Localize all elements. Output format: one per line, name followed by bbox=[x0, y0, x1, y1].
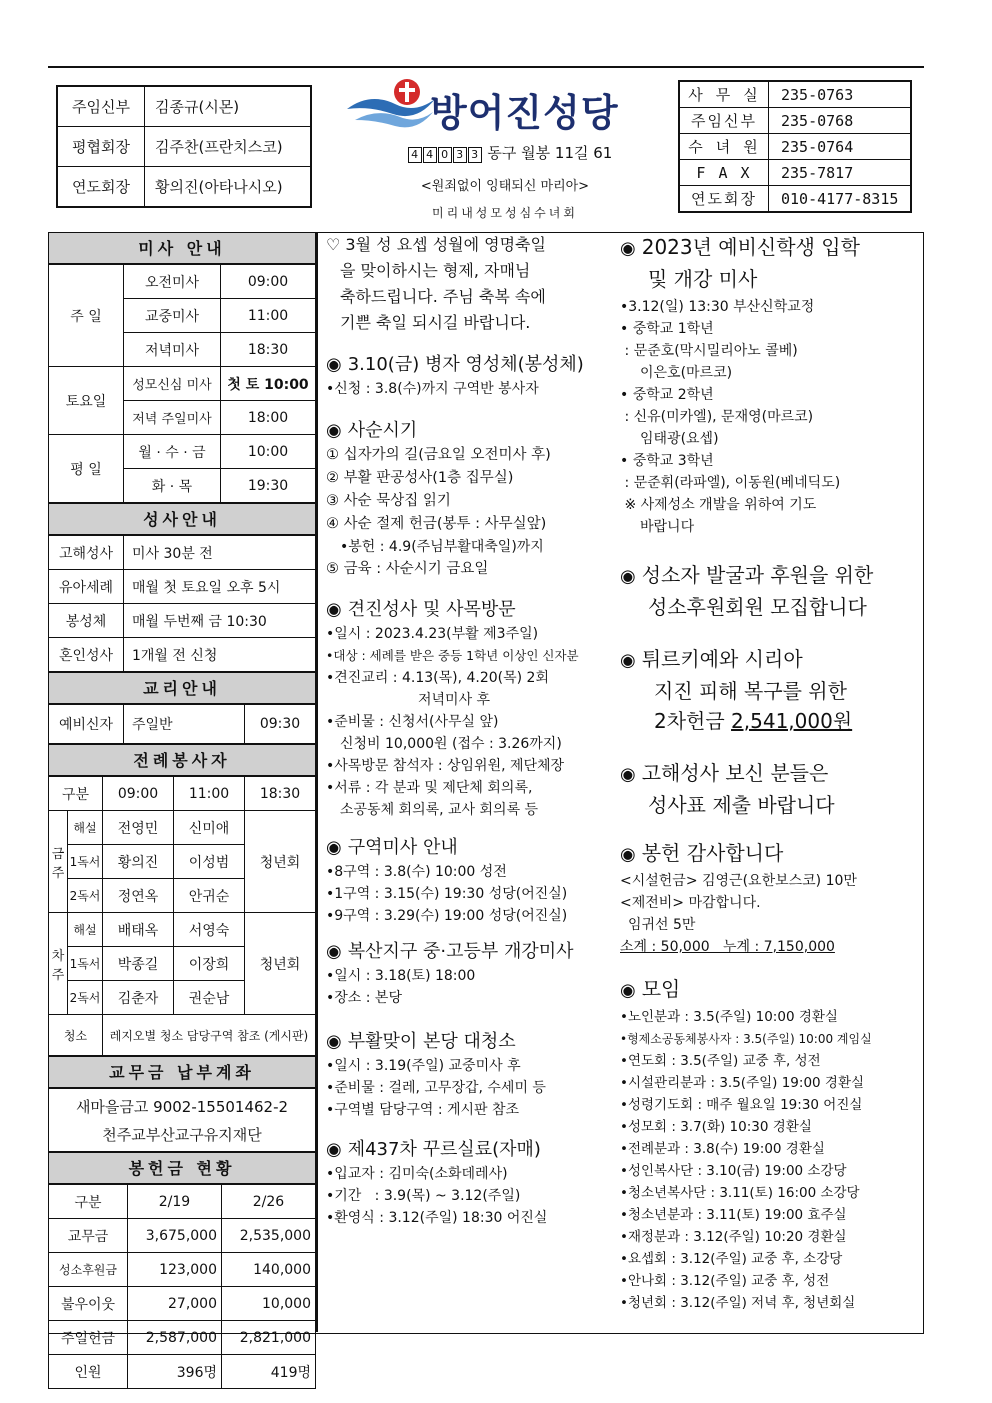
mass-time: 첫 토 10:00 bbox=[221, 367, 316, 401]
sacrament-info: 미사 30분 전 bbox=[124, 536, 316, 570]
mass-name: 오전미사 bbox=[124, 265, 221, 299]
notice-line: •일시 : 3.19(주일) 교중미사 후 bbox=[326, 1058, 521, 1074]
notice-line: <시설헌금> 김영근(요한보스코) 10만 bbox=[620, 873, 857, 889]
bullet-icon: ◉ bbox=[326, 599, 342, 620]
sacrament-info: 1개월 전 신청 bbox=[124, 638, 316, 672]
officer-name: 김주찬(프란치스코) bbox=[145, 127, 312, 167]
meeting-line: •형제소공동체봉사자 : 3.5(주일) 10:00 계임실 bbox=[620, 1032, 872, 1046]
sacrament-header: 성사안내 bbox=[48, 503, 316, 535]
mass-header: 미사 안내 bbox=[48, 232, 316, 264]
liturgy-person: 김춘자 bbox=[103, 981, 174, 1015]
section-heading: ◉ 사순시기 bbox=[326, 420, 418, 441]
notice-line: •환영식 : 3.12(주일) 18:30 어진실 bbox=[326, 1210, 548, 1226]
contact-label: 수 녀 원 bbox=[679, 134, 769, 160]
doctrine-header: 교리안내 bbox=[48, 672, 316, 704]
offering-col-header: 2/26 bbox=[222, 1185, 316, 1219]
notice-line: : 문준휘(라파엘), 이동원(베네딕도) bbox=[620, 475, 841, 491]
greeting-line: ♡ 3월 성 요셉 성월에 영명축일 bbox=[326, 235, 546, 254]
section-heading: ◉ 복산지구 중·고등부 개강미사 bbox=[326, 941, 574, 962]
section-heading-cont: 및 개강 미사 bbox=[648, 267, 758, 291]
liturgy-person: 이장희 bbox=[173, 947, 244, 981]
section-heading: ◉ 봉헌 감사합니다 bbox=[620, 841, 784, 865]
offering-item: 주일헌금 bbox=[49, 1321, 128, 1355]
notice-line: •입교자 : 김미숙(소화데레사) bbox=[326, 1166, 508, 1182]
sacrament-info: 매월 두번째 금 10:30 bbox=[124, 604, 316, 638]
zip-digit: 4 bbox=[423, 147, 437, 163]
zip-digit: 4 bbox=[408, 147, 422, 163]
notice-line: 이은호(마르코) bbox=[640, 365, 733, 381]
meeting-line: •연도회 : 3.5(주일) 교중 후, 성전 bbox=[620, 1053, 821, 1069]
notice-line: 소공동체 회의록, 교사 회의록 등 bbox=[340, 802, 539, 818]
liturgy-col-header: 11:00 bbox=[173, 777, 244, 811]
bullet-icon: ◉ bbox=[326, 1031, 342, 1052]
meeting-line: •안나회 : 3.12(주일) 교중 후, 성전 bbox=[620, 1273, 830, 1289]
weekday-label: 평 일 bbox=[49, 435, 124, 503]
section-heading-cont: 성사표 제출 바랍니다 bbox=[648, 793, 835, 817]
bullet-icon: ◉ bbox=[620, 566, 636, 587]
church-name: 방어진성당 bbox=[430, 91, 619, 135]
mass-name: 저녁미사 bbox=[124, 333, 221, 367]
notice-line: •준비물 : 신청서(사무실 앞) bbox=[326, 714, 499, 730]
bullet-icon: ◉ bbox=[326, 837, 342, 858]
offering-col-header: 구분 bbox=[49, 1185, 128, 1219]
liturgy-evening: 청년회 bbox=[245, 811, 316, 913]
notice-line: •대상 : 세례를 받은 중등 1학년 이상인 신자분 bbox=[326, 648, 579, 663]
notice-line: •견진교리 : 4.13(목), 4.20(목) 2회 bbox=[326, 670, 549, 686]
sacrament-name: 유아세례 bbox=[49, 570, 124, 604]
greeting-line: 을 맞이하시는 형제, 자매님 bbox=[340, 261, 531, 280]
notice-line: •구역별 담당구역 : 게시판 참조 bbox=[326, 1102, 520, 1118]
notice-line: • 중학교 1학년 bbox=[620, 321, 714, 337]
doctrine-table bbox=[48, 704, 316, 744]
saturday-label: 토요일 bbox=[49, 367, 124, 435]
section-heading: ◉ 부활맞이 본당 대청소 bbox=[326, 1031, 516, 1052]
liturgy-person: 안귀순 bbox=[173, 879, 244, 913]
convent-name: 미리내성모성심수녀회 bbox=[432, 206, 578, 220]
meeting-line: •전례분과 : 3.8(수) 19:00 경환실 bbox=[620, 1141, 825, 1157]
address-text: 동구 월봉 11길 61 bbox=[487, 144, 613, 162]
address-line bbox=[360, 142, 660, 163]
section-heading-cont: 성소후원회원 모집합니다 bbox=[648, 595, 867, 619]
offering-value: 2,821,000 bbox=[222, 1321, 316, 1355]
zip-digit: 3 bbox=[453, 147, 467, 163]
notice-line: 바랍니다 bbox=[640, 519, 695, 535]
offering-value: 10,000 bbox=[222, 1287, 316, 1321]
greeting-line: 축하드립니다. 주님 축복 속에 bbox=[340, 287, 546, 306]
liturgy-role: 2독서 bbox=[68, 981, 103, 1015]
liturgy-group-label: 차주 bbox=[49, 913, 68, 1015]
liturgy-header: 전례봉사자 bbox=[48, 744, 316, 776]
liturgy-person: 서영숙 bbox=[173, 913, 244, 947]
meeting-line: •재정분과 : 3.12(주일) 10:20 경환실 bbox=[620, 1229, 847, 1245]
section-heading-cont: 2차헌금 2,541,000원 bbox=[654, 709, 853, 733]
officer-row bbox=[57, 127, 311, 167]
contact-row bbox=[679, 108, 911, 134]
right-column bbox=[620, 232, 920, 1314]
meeting-line: •청소년복사단 : 3.11(토) 16:00 소강당 bbox=[620, 1185, 860, 1201]
notice-line: •서류 : 각 분과 및 제단체 회의록, bbox=[326, 780, 533, 796]
meeting-line: •성모회 : 3.7(화) 10:30 경환실 bbox=[620, 1119, 812, 1135]
notice-line: •8구역 : 3.8(수) 10:00 성전 bbox=[326, 864, 507, 880]
offering-item: 인원 bbox=[49, 1355, 128, 1389]
section-heading: ◉ 고해성사 보신 분들은 bbox=[620, 761, 829, 785]
contact-number: 235-0768 bbox=[769, 108, 912, 134]
doctrine-class: 주일반 bbox=[124, 705, 245, 744]
officer-row bbox=[57, 86, 311, 127]
offering-total: 소계 : 50,000 누계 : 7,150,000 bbox=[620, 939, 835, 955]
section-heading: ◉ 모임 bbox=[620, 977, 681, 1001]
left-column bbox=[48, 232, 316, 1389]
mass-name: 월 · 수 · 금 bbox=[124, 435, 221, 469]
notice-line: ④ 사순 절제 헌금(봉투 : 사무실앞) bbox=[326, 516, 547, 532]
offering-value: 3,675,000 bbox=[128, 1219, 222, 1253]
liturgy-evening: 청년회 bbox=[245, 913, 316, 1015]
liturgy-group-label: 금주 bbox=[49, 811, 68, 913]
offering-value: 123,000 bbox=[128, 1253, 222, 1287]
notice-line: •준비물 : 걸레, 고무장갑, 수세미 등 bbox=[326, 1080, 546, 1096]
mass-time: 19:30 bbox=[221, 469, 316, 503]
bullet-icon: ◉ bbox=[620, 764, 636, 785]
notice-line: •일시 : 2023.4.23(부활 제3주일) bbox=[326, 626, 539, 642]
offering-col-header: 2/19 bbox=[128, 1185, 222, 1219]
liturgy-role: 1독서 bbox=[68, 947, 103, 981]
meeting-line: •청년회 : 3.12(주일) 저녁 후, 청년회실 bbox=[620, 1295, 856, 1311]
column-divider bbox=[316, 232, 318, 1332]
section-heading: ◉ 튀르키예와 시리아 bbox=[620, 647, 803, 671]
logo-wave-1 bbox=[347, 99, 435, 116]
meeting-line: •청소년분과 : 3.11(토) 19:00 효주실 bbox=[620, 1207, 847, 1223]
contact-row bbox=[679, 160, 911, 186]
sacrament-info: 매월 첫 토요일 오후 5시 bbox=[124, 570, 316, 604]
notice-line: <제전비> 마감합니다. bbox=[620, 895, 761, 911]
offering-header: 봉헌금 현황 bbox=[48, 1152, 316, 1184]
contact-label: 연도회장 bbox=[679, 186, 769, 213]
notice-line: •1구역 : 3.15(수) 19:30 성당(어진실) bbox=[326, 886, 568, 902]
middle-column bbox=[326, 232, 616, 1229]
account-box bbox=[48, 1088, 316, 1152]
bullet-icon: ◉ bbox=[620, 238, 636, 259]
section-heading: ◉ 제437차 꾸르실료(자매) bbox=[326, 1139, 541, 1160]
bullet-icon: ◉ bbox=[620, 844, 636, 865]
account-holder: 천주교부산교구유지재단 bbox=[102, 1126, 262, 1144]
mass-name: 성모신심 미사 bbox=[124, 367, 221, 401]
liturgy-person: 정연옥 bbox=[103, 879, 174, 913]
mass-time: 10:00 bbox=[221, 435, 316, 469]
contact-number: 010-4177-8315 bbox=[769, 186, 912, 213]
offering-item: 성소후원금 bbox=[49, 1253, 128, 1287]
liturgy-person: 이성범 bbox=[173, 845, 244, 879]
officer-role: 주임신부 bbox=[57, 86, 145, 127]
notice-line: •3.12(일) 13:30 부산신학교정 bbox=[620, 299, 815, 315]
mass-name: 저녁 주일미사 bbox=[124, 401, 221, 435]
section-heading: ◉ 2023년 예비신학생 입학 bbox=[620, 235, 860, 259]
section-heading-cont: 지진 피해 복구를 위한 bbox=[654, 679, 847, 703]
liturgy-col-header: 09:00 bbox=[103, 777, 174, 811]
offering-item: 불우이웃 bbox=[49, 1287, 128, 1321]
offering-value: 396명 bbox=[128, 1355, 222, 1389]
notice-line: : 신유(미카엘), 문재영(마르코) bbox=[620, 409, 814, 425]
liturgy-person: 박종길 bbox=[103, 947, 174, 981]
masthead bbox=[340, 72, 670, 222]
notice-line: 저녁미사 후 bbox=[418, 692, 491, 708]
contact-label: F A X bbox=[679, 160, 769, 186]
offering-value: 140,000 bbox=[222, 1253, 316, 1287]
bullet-icon: ◉ bbox=[326, 941, 342, 962]
mass-table bbox=[48, 264, 316, 503]
notice-line: ② 부활 판공성사(1층 집무실) bbox=[326, 470, 514, 486]
offering-value: 27,000 bbox=[128, 1287, 222, 1321]
meeting-line: •성인복사단 : 3.10(금) 19:00 소강당 bbox=[620, 1163, 847, 1179]
mass-name: 화 · 목 bbox=[124, 469, 221, 503]
contact-row bbox=[679, 134, 911, 160]
liturgy-col-header: 18:30 bbox=[245, 777, 316, 811]
bullet-icon: ◉ bbox=[326, 1139, 342, 1160]
notice-line: 임귀선 5만 bbox=[628, 917, 696, 933]
liturgy-role: 2독서 bbox=[68, 879, 103, 913]
notice-line: ① 십자가의 길(금요일 오전미사 후) bbox=[326, 447, 551, 463]
sacrament-table bbox=[48, 535, 316, 672]
notice-line: •신청 : 3.8(수)까지 구역반 봉사자 bbox=[326, 381, 539, 397]
section-heading: ◉ 구역미사 안내 bbox=[326, 837, 458, 858]
notice-line: • 중학교 2학년 bbox=[620, 387, 714, 403]
liturgy-person: 권순남 bbox=[173, 981, 244, 1015]
notice-line: ③ 사순 묵상집 읽기 bbox=[326, 493, 451, 509]
offering-value: 2,587,000 bbox=[128, 1321, 222, 1355]
motto: <원죄없이 잉태되신 마리아> bbox=[420, 179, 590, 194]
greeting-line: 기쁜 축일 되시길 바랍니다. bbox=[340, 313, 531, 332]
contact-row bbox=[679, 81, 911, 108]
contact-label: 사 무 실 bbox=[679, 81, 769, 108]
liturgy-role: 해설 bbox=[68, 811, 103, 845]
offering-table bbox=[48, 1184, 316, 1389]
offering-item: 교무금 bbox=[49, 1219, 128, 1253]
mass-time: 18:00 bbox=[221, 401, 316, 435]
notice-line: : 문준호(막시밀리아노 콜베) bbox=[620, 343, 798, 359]
notice-line: 신청비 10,000원 (접수 : 3.26까지) bbox=[340, 736, 562, 752]
officers-table bbox=[56, 85, 312, 208]
meeting-line: •노인분과 : 3.5(주일) 10:00 경환실 bbox=[620, 1009, 838, 1025]
notice-line: ※ 사제성소 개발을 위하여 기도 bbox=[620, 497, 817, 513]
officer-role: 평협회장 bbox=[57, 127, 145, 167]
zip-digit: 0 bbox=[438, 147, 452, 163]
sacrament-name: 혼인성사 bbox=[49, 638, 124, 672]
meeting-line: •요셉회 : 3.12(주일) 교중 후, 소강당 bbox=[620, 1251, 843, 1267]
contact-number: 235-7817 bbox=[769, 160, 912, 186]
liturgy-role: 1독서 bbox=[68, 845, 103, 879]
contact-label: 주임신부 bbox=[679, 108, 769, 134]
contact-number: 235-0763 bbox=[769, 81, 912, 108]
church-logo bbox=[345, 74, 440, 134]
bullet-icon: ◉ bbox=[326, 420, 342, 441]
offering-value: 2,535,000 bbox=[222, 1219, 316, 1253]
notice-line: •봉헌 : 4.9(주님부활대축일)까지 bbox=[340, 539, 544, 555]
sacrament-name: 봉성체 bbox=[49, 604, 124, 638]
mass-name: 교중미사 bbox=[124, 299, 221, 333]
doctrine-time: 09:30 bbox=[245, 705, 316, 744]
contact-row bbox=[679, 186, 911, 213]
meeting-line: •시설관리분과 : 3.5(주일) 19:00 경환실 bbox=[620, 1075, 865, 1091]
sacrament-name: 고해성사 bbox=[49, 536, 124, 570]
contacts-table bbox=[678, 80, 912, 213]
notice-line: ⑤ 금육 : 사순시기 금요일 bbox=[326, 561, 489, 577]
officer-row bbox=[57, 167, 311, 208]
notice-line: • 중학교 3학년 bbox=[620, 453, 714, 469]
notice-line: •기간 : 3.9(목) ~ 3.12(주일) bbox=[326, 1188, 521, 1204]
officer-name: 황의진(아타나시오) bbox=[145, 167, 312, 208]
officer-name: 김종규(시몬) bbox=[145, 86, 312, 127]
feast-greeting bbox=[326, 232, 616, 336]
sunday-label: 주 일 bbox=[49, 265, 124, 367]
mass-time: 09:00 bbox=[221, 265, 316, 299]
contact-number: 235-0764 bbox=[769, 134, 912, 160]
offering-amount: 2,541,000원 bbox=[731, 709, 853, 733]
liturgy-role: 해설 bbox=[68, 913, 103, 947]
bullet-icon: ◉ bbox=[326, 354, 342, 375]
logo-cross-h bbox=[399, 88, 415, 92]
mass-time: 18:30 bbox=[221, 333, 316, 367]
notice-line: •사목방문 참석자 : 상임위원, 제단체장 bbox=[326, 758, 565, 774]
account-header: 교무금 납부계좌 bbox=[48, 1056, 316, 1088]
liturgy-person: 신미애 bbox=[173, 811, 244, 845]
notice-line: •장소 : 본당 bbox=[326, 990, 402, 1006]
liturgy-table bbox=[48, 776, 316, 1056]
section-heading: ◉ 성소자 발굴과 후원을 위한 bbox=[620, 563, 874, 587]
officer-role: 연도회장 bbox=[57, 167, 145, 208]
bullet-icon: ◉ bbox=[620, 650, 636, 671]
liturgy-person: 황의진 bbox=[103, 845, 174, 879]
notice-line: •일시 : 3.18(토) 18:00 bbox=[326, 968, 476, 984]
bullet-icon: ◉ bbox=[620, 980, 636, 1001]
top-rule bbox=[48, 66, 924, 68]
section-heading: ◉ 3.10(금) 병자 영성체(봉성체) bbox=[326, 354, 584, 375]
liturgy-person: 배태옥 bbox=[103, 913, 174, 947]
zip-digit: 3 bbox=[468, 147, 482, 163]
section-heading: ◉ 견진성사 및 사목방문 bbox=[326, 599, 516, 620]
notice-line: 임태광(요셉) bbox=[640, 431, 719, 447]
mass-time: 11:00 bbox=[221, 299, 316, 333]
offering-value: 419명 bbox=[222, 1355, 316, 1389]
account-number: 새마을금고 9002-15501462-2 bbox=[75, 1098, 289, 1116]
meeting-line: •성령기도회 : 매주 월요일 19:30 어진실 bbox=[620, 1097, 863, 1113]
doctrine-label: 예비신자 bbox=[49, 705, 124, 744]
liturgy-person: 전영민 bbox=[103, 811, 174, 845]
notice-line: •9구역 : 3.29(수) 19:00 성당(어진실) bbox=[326, 908, 568, 924]
liturgy-col-header: 구분 bbox=[49, 777, 103, 811]
cleaning-label: 청소 bbox=[49, 1015, 103, 1056]
cleaning-info: 레지오별 청소 담당구역 참조 (게시판) bbox=[103, 1015, 316, 1056]
